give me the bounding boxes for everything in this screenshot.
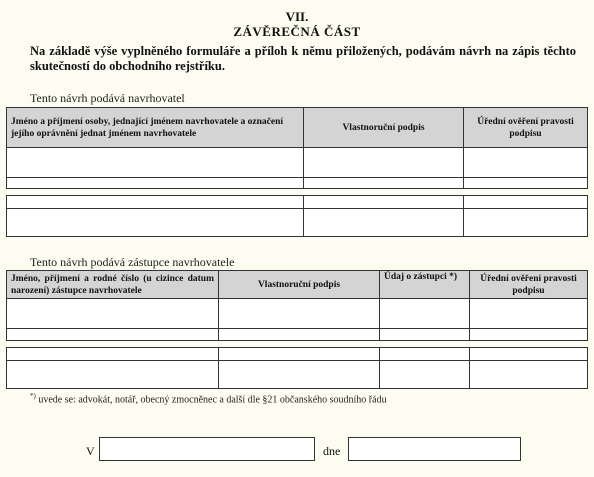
applicant-name-cell[interactable]: [7, 148, 304, 178]
representative-name-header: Jméno, příjmení a rodné číslo (u cizince datum narození) zástupce navrhovatele: [7, 271, 219, 299]
representative-signature-header: Vlastnoruční podpis: [219, 271, 380, 299]
table-row[interactable]: [7, 178, 588, 189]
applicant-signature-cell[interactable]: [304, 148, 464, 178]
applicant-verification-header: Úřední ověření pravosti podpisu: [464, 108, 588, 148]
applicant-table: [6, 107, 588, 237]
representative-name-cell[interactable]: [7, 348, 219, 361]
representative-verification-cell[interactable]: [470, 348, 588, 361]
representative-signature-cell[interactable]: [219, 329, 380, 341]
table1-caption: Tento návrh podává navrhovatel: [30, 91, 185, 105]
table-row[interactable]: [7, 348, 588, 361]
representative-info-cell[interactable]: [380, 348, 470, 361]
applicant-verification-cell[interactable]: [464, 148, 588, 178]
row-divider: [7, 189, 588, 196]
representative-verification-cell[interactable]: [470, 361, 588, 389]
applicant-signature-header: Vlastnoruční podpis: [304, 108, 464, 148]
representative-info-header: Údaj o zástupci *): [380, 271, 470, 299]
applicant-verification-cell[interactable]: [464, 209, 588, 237]
footnote-mark: *): [30, 392, 36, 400]
footnote-text: uvede se: advokát, notář, obecný zmocněnec a další dle §21 občanského soudního řádu: [35, 394, 387, 406]
section-title: ZÁVĚREČNÁ ČÁST: [233, 24, 361, 39]
table-row[interactable]: [7, 329, 588, 341]
representative-name-cell[interactable]: [7, 329, 219, 341]
representative-name-cell[interactable]: [7, 361, 219, 389]
applicant-verification-cell[interactable]: [464, 196, 588, 209]
footnote: [30, 392, 387, 405]
representative-table: [6, 270, 588, 389]
representative-verification-cell[interactable]: [470, 299, 588, 329]
applicant-verification-cell[interactable]: [464, 178, 588, 189]
table-row[interactable]: [7, 361, 588, 389]
table2-caption: Tento návrh podává zástupce navrhovatele: [30, 255, 235, 269]
row-divider: [7, 341, 588, 348]
representative-signature-cell[interactable]: [219, 348, 380, 361]
representative-info-cell[interactable]: [380, 299, 470, 329]
representative-name-cell[interactable]: [7, 299, 219, 329]
applicant-name-cell[interactable]: [7, 178, 304, 189]
intro-text: Na základě výše vyplněného formuláře a příloh k němu přiložených, podávám návrh na zápis těchto skutečností do obchodního rejstříku.: [30, 44, 576, 73]
date-label: dne: [323, 444, 341, 458]
place-label: V: [86, 444, 95, 458]
table-row[interactable]: [7, 148, 588, 178]
table-row[interactable]: [7, 196, 588, 209]
place-field[interactable]: [99, 437, 315, 461]
applicant-name-cell[interactable]: [7, 209, 304, 237]
applicant-signature-cell[interactable]: [304, 196, 464, 209]
representative-info-cell[interactable]: [380, 361, 470, 389]
representative-signature-cell[interactable]: [219, 361, 380, 389]
table-row[interactable]: [7, 209, 588, 237]
representative-signature-cell[interactable]: [219, 299, 380, 329]
applicant-name-header: Jméno a příjmení osoby, jednající jménem navrhovatele a označení jejího oprávnění jednat jménem navrhovatele: [7, 108, 304, 148]
representative-verification-cell[interactable]: [470, 329, 588, 341]
applicant-name-cell[interactable]: [7, 196, 304, 209]
applicant-signature-cell[interactable]: [304, 209, 464, 237]
applicant-signature-cell[interactable]: [304, 178, 464, 189]
representative-info-cell[interactable]: [380, 329, 470, 341]
date-field[interactable]: [348, 437, 521, 461]
table-row[interactable]: [7, 299, 588, 329]
representative-verification-header: Úřední ověření pravosti podpisu: [470, 271, 588, 299]
section-number: VII.: [285, 9, 309, 24]
